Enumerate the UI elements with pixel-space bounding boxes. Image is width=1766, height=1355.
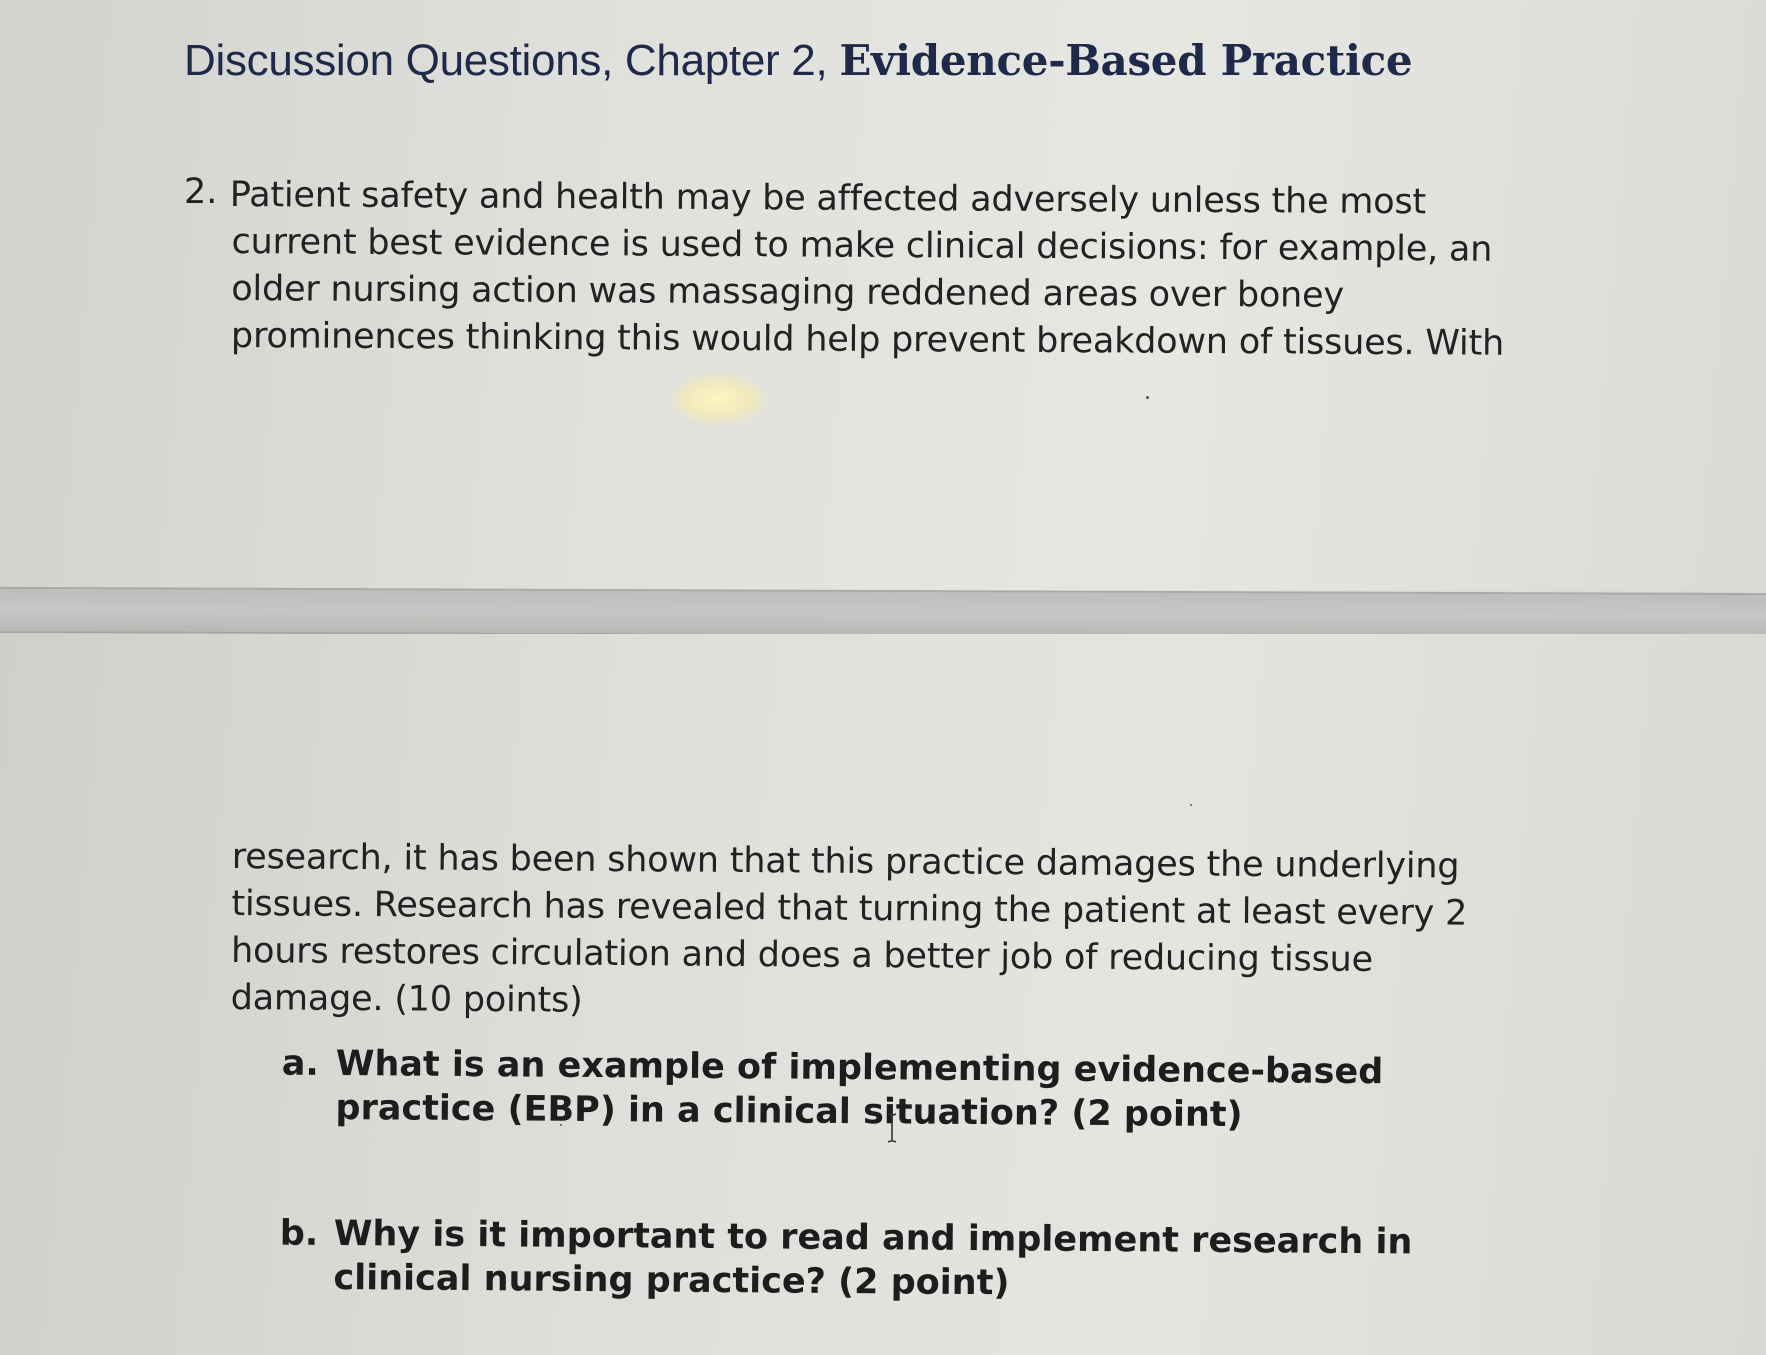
subquestion-marker: a. (281, 1043, 319, 1084)
text-line: prominences thinking this would help prevent breakdown of tissues. With (230, 315, 1505, 364)
text-line: research, it has been shown that this practice damages the underlying (231, 836, 1460, 887)
text-line: What is an example of implementing evidence-based (335, 1043, 1384, 1093)
dust-speck (1146, 396, 1149, 399)
screen-glare (668, 372, 768, 426)
text-line: Patient safety and health may be affected adversely unless the most (229, 174, 1427, 223)
title-regular: Discussion Questions, Chapter 2, (184, 36, 840, 85)
text-cursor-icon (885, 1112, 899, 1144)
text-line: tissues. Research has revealed that turning the patient at least every 2 (231, 883, 1468, 934)
text-line: damage. (10 points) (230, 977, 583, 1021)
subquestion-a (281, 1042, 1384, 1138)
text-line: hours restores circulation and does a better job of reducing tissue (230, 930, 1374, 980)
text-line: practice (EBP) in a clinical situation? (2 point) (335, 1087, 1243, 1136)
text-line: current best evidence is used to make clinical decisions: for example, an (231, 221, 1493, 270)
dust-speck (1190, 804, 1192, 806)
page-title (184, 36, 1412, 86)
question-text-part2 (231, 834, 1468, 1032)
question-number: 2. (184, 172, 218, 212)
subquestion-b (279, 1212, 1413, 1308)
title-bold: Evidence-Based Practice (839, 36, 1413, 85)
text-line: older nursing action was massaging reddened areas over boney (231, 268, 1345, 316)
question-text-part1 (231, 172, 1505, 368)
text-line: clinical nursing practice? (2 point) (333, 1257, 1010, 1304)
text-line: Why is it important to read and implement research in (333, 1213, 1413, 1263)
page-break-gap (0, 587, 1766, 639)
subquestion-marker: b. (279, 1213, 319, 1254)
